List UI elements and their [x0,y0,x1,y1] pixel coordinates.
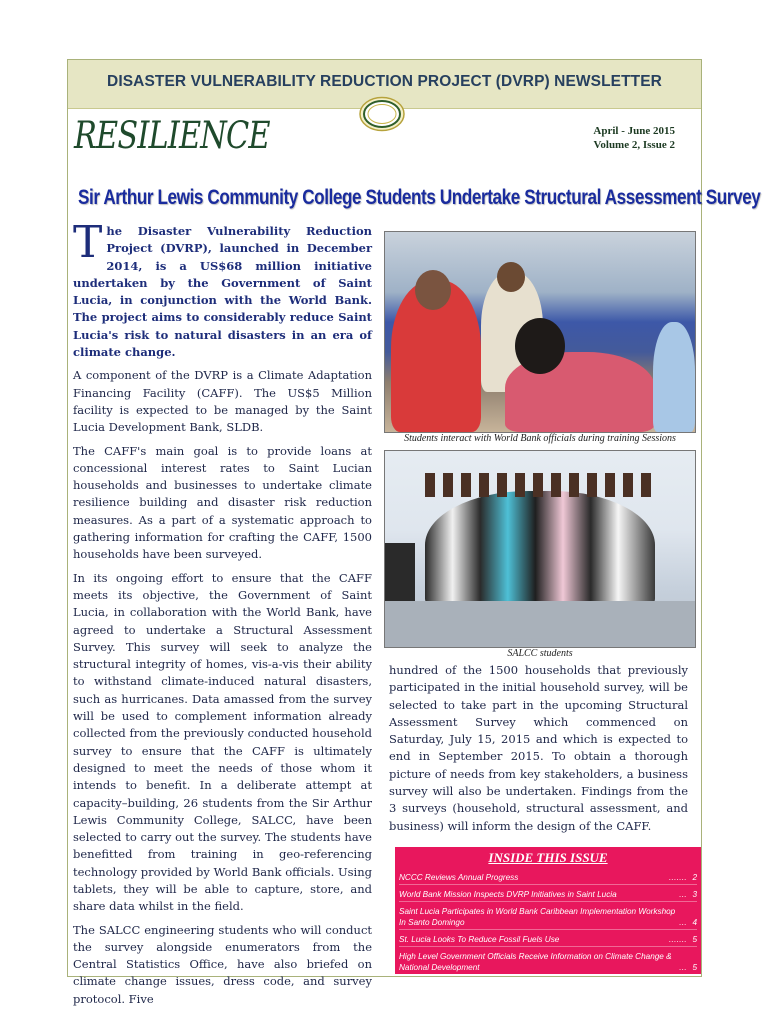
inside-item[interactable]: High Level Government Officials Receive Information on Climate Change & National Development ... 5 [399,951,697,975]
issue-volume: Volume 2, Issue 2 [593,139,675,151]
emblem-logo [359,96,405,132]
paragraph-continued: hundred of the 1500 households that previously participated in the initial household survey, will be selected to take part in the upcoming Structural Assessment Survey which commenced on Saturday, July 15, 2015 and which is expected to end in September 2015. To obtain a thorough picture of needs from key stakeholders, a business survey will also be undertaken. Findings from the 3 surveys (household, structural assessment, and business) will inform the design of the CAFF. [389,663,688,833]
photo-caption-training: Students interact with World Bank officials during training Sessions [404,433,676,444]
paragraph-caff-goal: The CAFF's main goal is to provide loans at concessional interest rates to Saint Lucian households and businesses to undertake climate resilience building and disaster risk reduction measures. As a part of a systematic approach to gathering information for crafting the CAFF, 1500 households have been surveyed. [73,443,372,562]
newsletter-name: RESILIENCE [74,114,270,157]
lead-paragraph [73,217,372,361]
inside-title: INSIDE THIS ISSUE [488,850,608,865]
photo-caption-students: SALCC students [507,648,573,659]
paragraph-caff: A component of the DVRP is a Climate Adaptation Financing Facility (CAFF). The US$5 Million facility is expected to be managed by the Saint Lucia Development Bank, SLDB. [73,368,372,435]
page-number: 5 [692,963,697,972]
students-group-photo [384,450,696,648]
page-number: 2 [692,873,697,882]
training-photo [384,231,696,433]
inside-item[interactable]: Saint Lucia Participates in World Bank Caribbean Implementation Workshop In Santo Domingo ... 4 [399,906,697,930]
article-left-column [73,217,372,1014]
paragraph-survey: In its ongoing effort to ensure that the CAFF meets its objective, the Government of Saint Lucia, in collaboration with the World Bank, have agreed to undertake a Structural Assessment Survey. This survey will seek to analyze the structural integrity of homes, vis-a-vis their ability to withstand climate-induced natural disasters, such as hurricanes. Data amassed from the survey will be used to complement information already collected from the previously conducted household survey to ensure that the CAFF is ultimately designed to meet the needs of those whom it intends to benefit. In a deliberate attempt at capacity–building, 26 students from the Sir Arthur Lewis Community College, SALCC, have been selected to carry out the survey. The students have benefitted from training in geo-referencing technology provided by World Bank officials. Using tablets, they will be able to capture, store, and share data whilst in the field. [73,570,372,914]
inside-this-issue-box [395,847,701,974]
drop-cap: T [73,217,103,268]
article-right-column [389,662,688,835]
page-number: 3 [692,890,697,899]
issue-info [593,124,675,152]
inside-item[interactable]: World Bank Mission Inspects DVRP Initiatives in Saint Lucia ... 3 [399,889,697,902]
newsletter-page [67,59,761,1006]
lead-text: he Disaster Vulnerability Reduction Project (DVRP), launched in December 2014, is a US$68 million initiative undertaken by the Government of Saint Lucia, in conjunction with the World Bank. The project aims to considerably reduce Saint Lucia's risk to natural disasters in an era of climate change. [73,224,372,360]
inside-item[interactable]: NCCC Reviews Annual Progress ....... 2 [399,872,697,885]
page-number: 4 [692,918,697,927]
page-number: 5 [692,935,697,944]
inside-item[interactable]: St. Lucia Looks To Reduce Fossil Fuels Use ....... 5 [399,934,697,947]
newsletter-title: DISASTER VULNERABILITY REDUCTION PROJECT (DVRP) NEWSLETTER [107,73,662,90]
issue-date: April - June 2015 [593,125,675,137]
inside-list [395,872,701,975]
article-headline: Sir Arthur Lewis Community College Students Undertake Structural Assessment Survey [78,186,761,209]
paragraph-students: The SALCC engineering students who will conduct the survey alongside enumerators from the Central Statistics Office, have also briefed on climate change issues, dress code, and survey protocol. Five [73,922,372,1006]
